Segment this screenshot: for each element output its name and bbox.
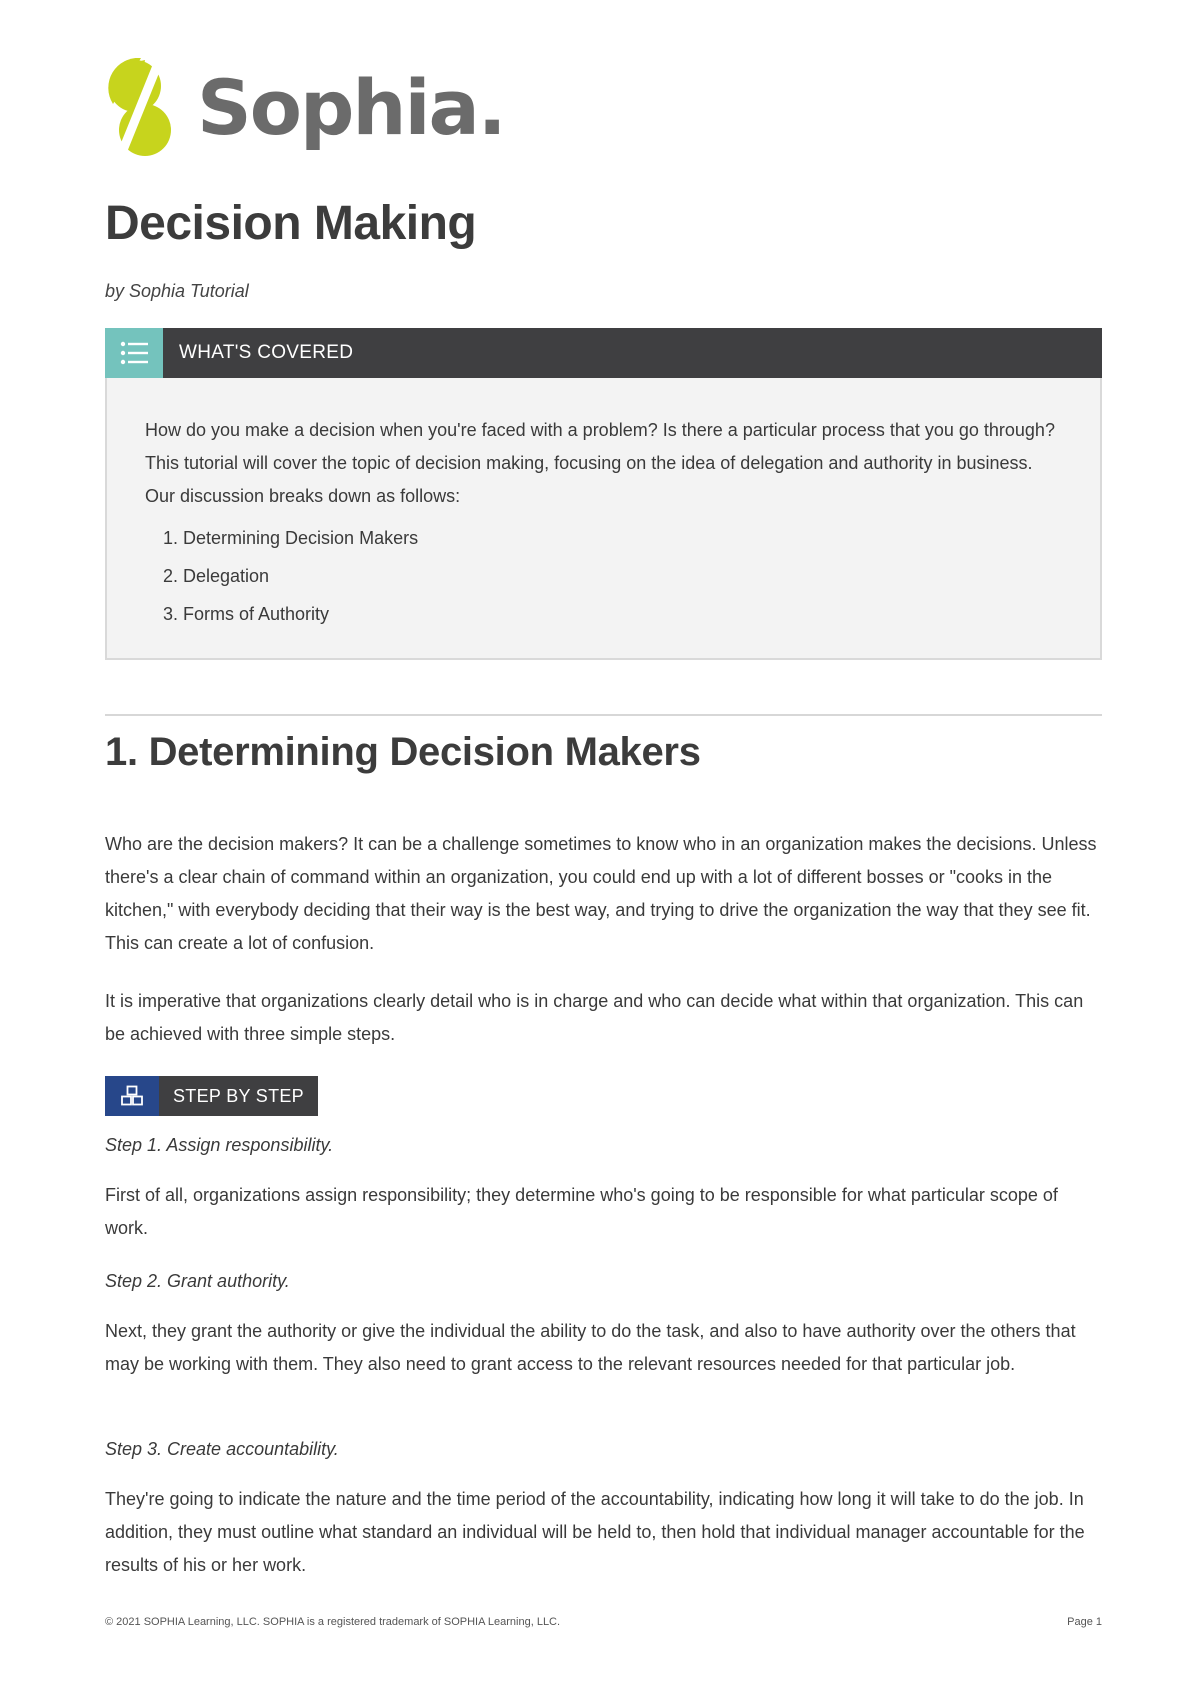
whats-covered-body [105, 378, 1102, 660]
sophia-wordmark: Sophia. [197, 63, 505, 152]
step-by-step-title: STEP BY STEP [159, 1076, 318, 1116]
sophia-logo-mark-icon [105, 58, 175, 158]
step-label: Step 2. Grant authority. [105, 1271, 290, 1291]
step-text: First of all, organizations assign responsibility; they determine who's going to be responsible for what particular scope of work. [105, 1185, 1058, 1238]
whats-covered-box [105, 328, 1102, 660]
paragraph: It is imperative that organizations clearly detail who is in charge and who can decide what within that organization. This can be achieved with three simple steps. [105, 991, 1084, 1044]
covered-list-item: 1. Determining Decision Makers [183, 519, 1064, 557]
sophia-logo [105, 56, 505, 160]
page-number: Page 1 [1067, 1616, 1102, 1628]
step-by-step-header [105, 1076, 318, 1116]
step-label: Step 1. Assign responsibility. [105, 1135, 334, 1155]
section-divider [105, 714, 1102, 716]
whats-covered-title: WHAT'S COVERED [179, 342, 354, 363]
byline: by Sophia Tutorial [105, 281, 249, 301]
covered-list-item: 2. Delegation [183, 557, 1064, 595]
blocks-icon [105, 1076, 159, 1116]
covered-list-item: 3. Forms of Authority [183, 595, 1064, 633]
whats-covered-header [105, 328, 1102, 378]
step-text: They're going to indicate the nature and the time period of the accountability, indicating how long it will take to do the job. In addition, they must outline what standard an individual will be held to, then hold that individual manager accountable for the results of his or her work. [105, 1489, 1085, 1575]
covered-list [145, 519, 1064, 633]
step-label: Step 3. Create accountability. [105, 1439, 339, 1459]
section-heading: 1. Determining Decision Makers [105, 730, 701, 774]
list-icon [105, 328, 163, 378]
page-title: Decision Making [105, 197, 477, 250]
step-text: Next, they grant the authority or give the individual the ability to do the task, and also to have authority over the others that may be working with them. They also need to grant access to the relevant resources needed for that particular job. [105, 1321, 1076, 1374]
whats-covered-intro: How do you make a decision when you're faced with a problem? Is there a particular process that you go through? This tutorial will cover the topic of decision making, focusing on the idea of delegation and authority in business. Our discussion breaks down as follows: [145, 420, 1055, 506]
paragraph: Who are the decision makers? It can be a challenge sometimes to know who in an organization makes the decisions. Unless there's a clear chain of command within an organization, you could end up with a lot of different bosses or "cooks in the kitchen," with everybody deciding that their way is the best way, and trying to drive the organization the way that they see fit. This can create a lot of confusion. [105, 834, 1097, 953]
copyright-notice: © 2021 SOPHIA Learning, LLC. SOPHIA is a registered trademark of SOPHIA Learning, LLC. [105, 1616, 561, 1628]
